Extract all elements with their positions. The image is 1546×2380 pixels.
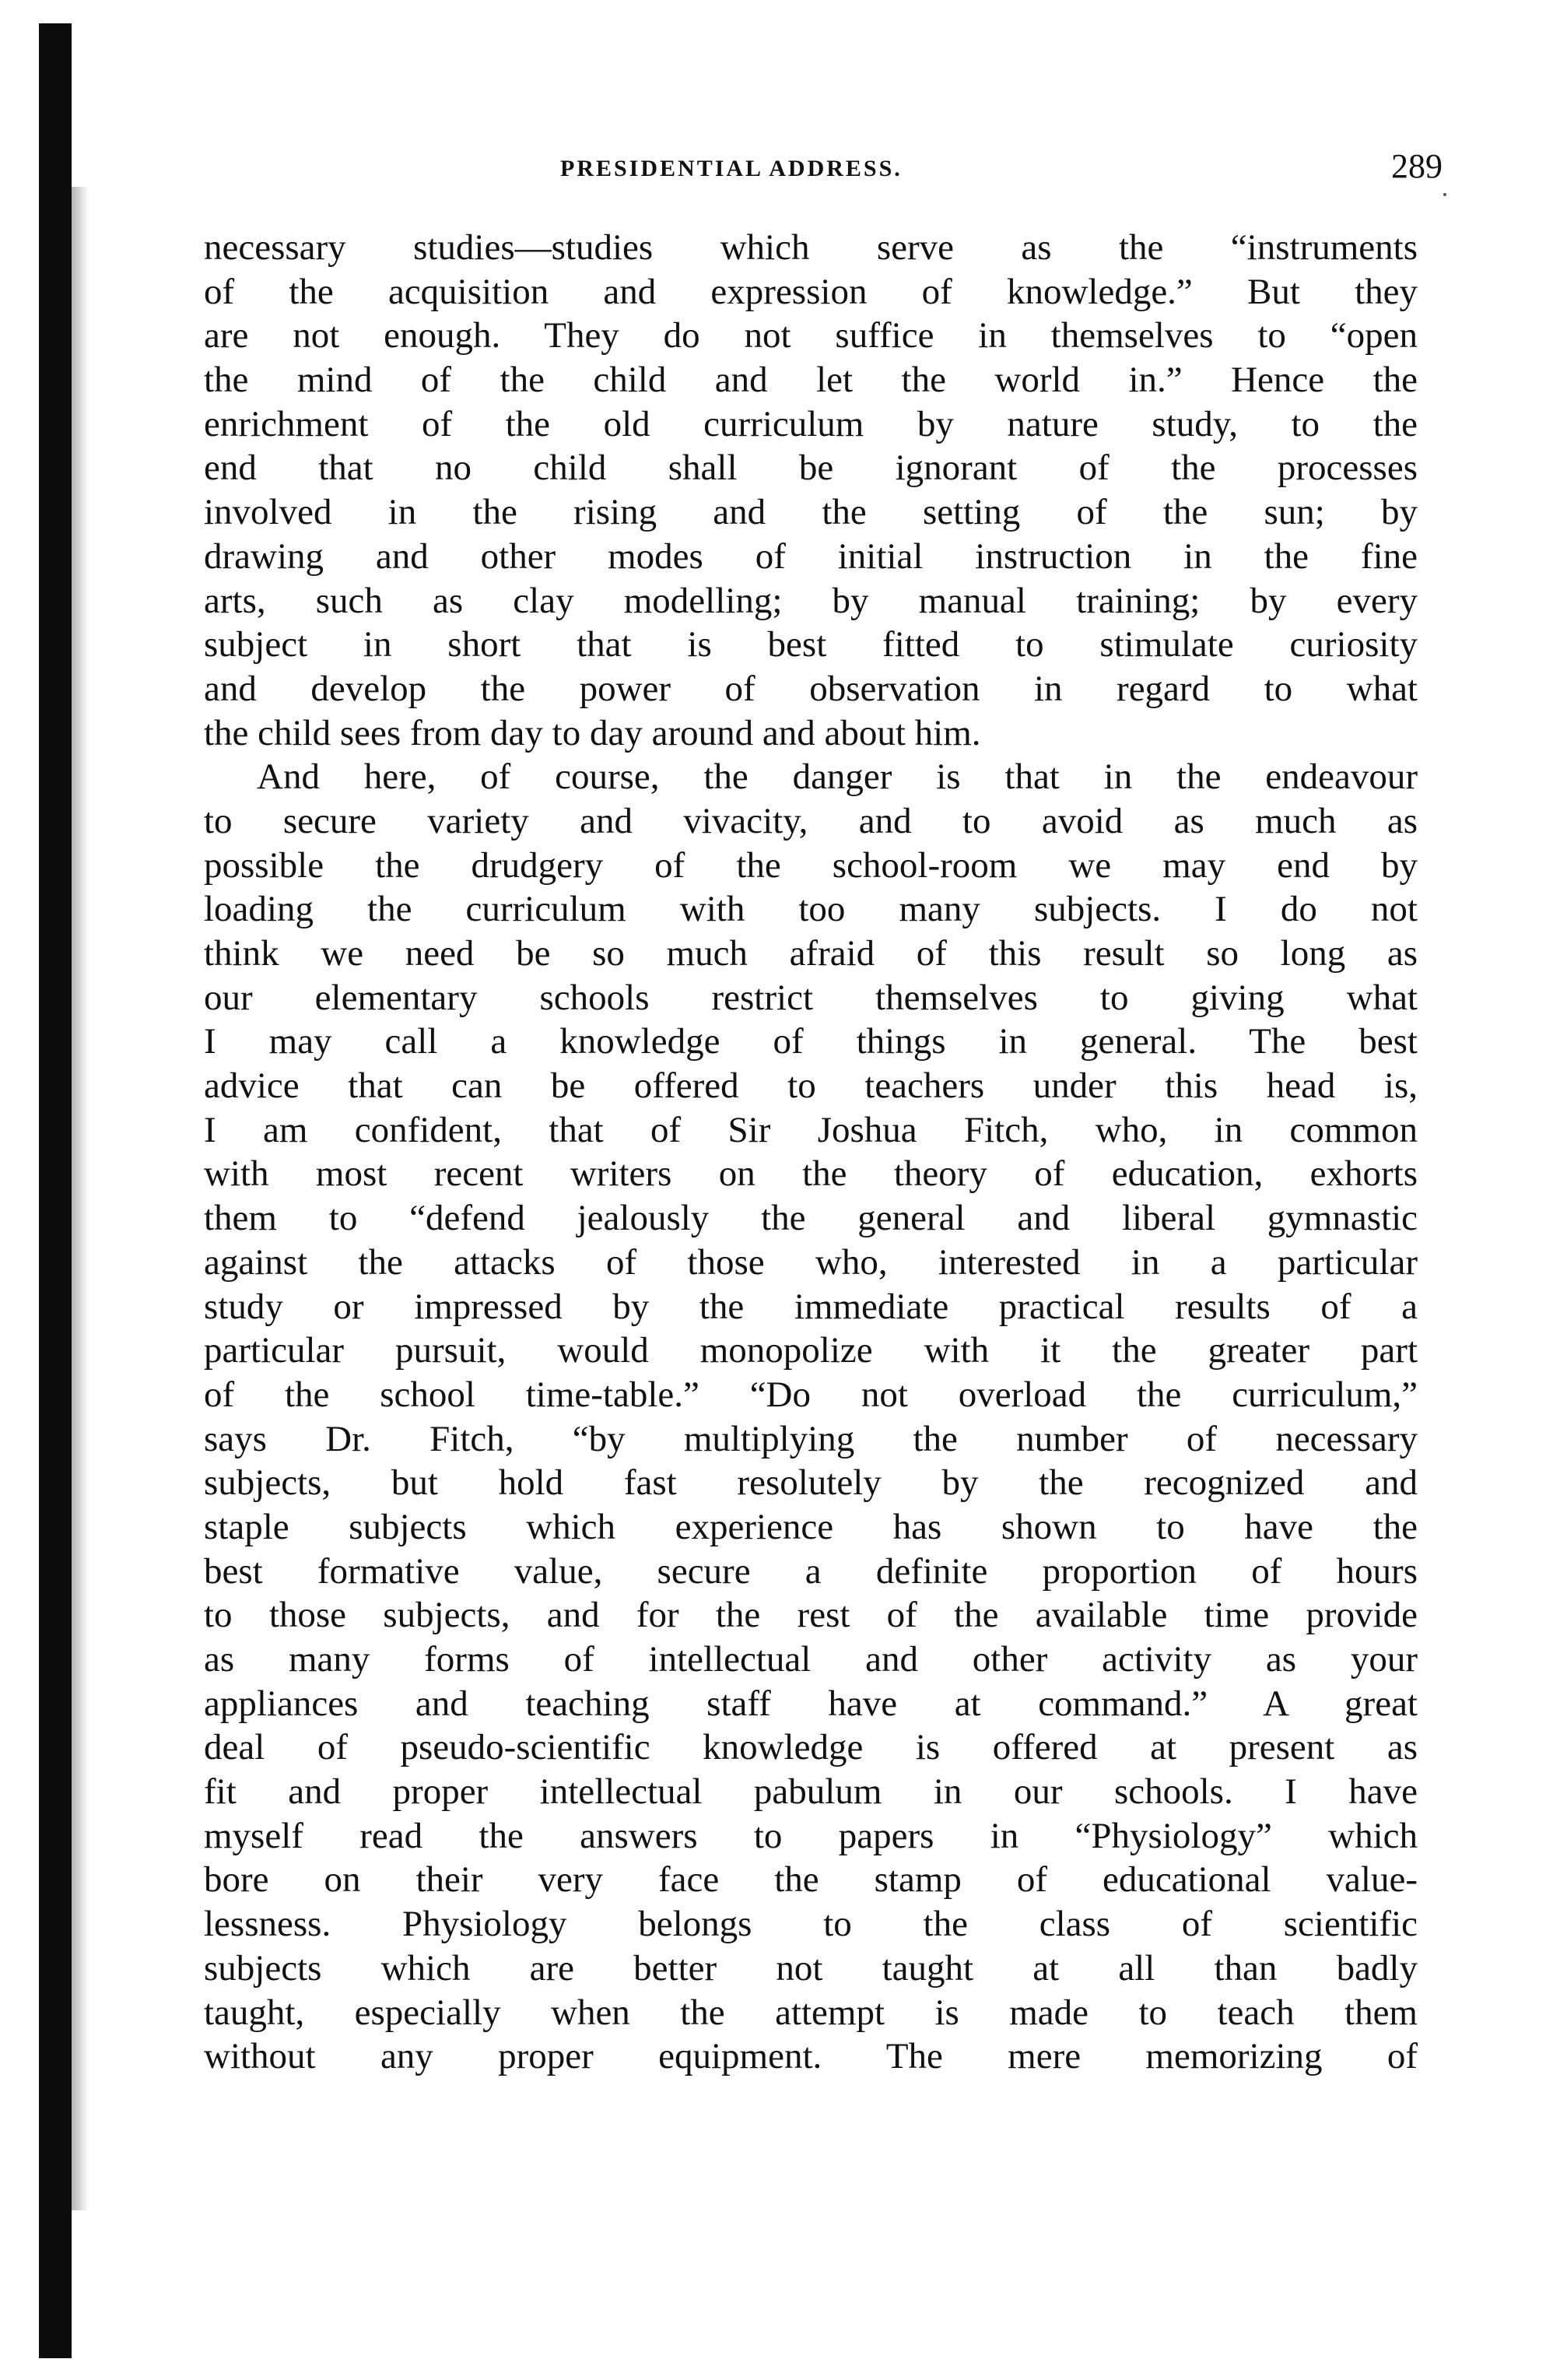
text-line: arts, such as clay modelling; by manual training; by every [204,580,1418,621]
text-line: myself read the answers to papers in “Physiology” which [204,1815,1418,1856]
text-line: think we need be so much afraid of this result so long as [204,933,1418,974]
paragraph-start-line: And here, of course, the danger is that in the endeavour [257,756,1418,798]
page-number: 289 [1391,147,1443,185]
text-line: to those subjects, and for the rest of the available time provide [204,1595,1418,1636]
text-line: fit and proper intellectual pabulum in our schools. I have [204,1771,1418,1813]
text-line: particular pursuit, would monopolize with it the greater part [204,1330,1418,1371]
text-line: to secure variety and vivacity, and to avoid as much as [204,800,1418,841]
text-line: drawing and other modes of initial instruction in the fine [204,535,1418,577]
text-line: study or impressed by the immediate practical results of a [204,1286,1418,1327]
text-line: bore on their very face the stamp of educational value- [204,1859,1418,1901]
gutter-shadow [72,187,89,2210]
scan-speck [1443,193,1446,196]
text-line: and develop the power of observation in regard to what [204,668,1418,709]
text-line: end that no child shall be ignorant of the processes [204,448,1418,489]
text-line: with most recent writers on the theory of education, exhorts [204,1153,1418,1195]
text-line: without any proper equipment. The mere memorizing of [204,2036,1418,2077]
text-line: involved in the rising and the setting of the sun; by [204,492,1418,533]
text-line: subjects which are better not taught at all than badly [204,1947,1418,1989]
text-line: enrichment of the old curriculum by nature study, to the [204,403,1418,444]
text-line: subject in short that is best fitted to stimulate curiosity [204,624,1418,665]
binding-edge [39,23,72,2358]
text-line: I am confident, that of Sir Joshua Fitch, who, in common [204,1109,1418,1150]
text-line: advice that can be offered to teachers under this head is, [204,1065,1418,1107]
text-line: possible the drudgery of the school-room we may end by [204,844,1418,886]
text-line: the child sees from day to day around and about him. [204,712,981,753]
text-line: our elementary schools restrict themselves to giving what [204,977,1418,1018]
text-line: them to “defend jealously the general and liberal gymnastic [204,1198,1418,1239]
text-line: lessness. Physiology belongs to the class of scientific [204,1904,1418,1945]
running-head [0,146,1546,193]
page-body [204,226,1418,2079]
text-line: are not enough. They do not suffice in themselves to “open [204,315,1418,356]
text-line: against the attacks of those who, interested in a particular [204,1241,1418,1283]
text-line: subjects, but hold fast resolutely by the recognized and [204,1462,1418,1504]
text-line: the mind of the child and let the world in.” Hence the [204,360,1418,401]
running-title: PRESIDENTIAL ADDRESS. [560,156,903,181]
text-line: deal of pseudo-scientific knowledge is offered at present as [204,1727,1418,1768]
text-line: staple subjects which experience has shown to have the [204,1506,1418,1547]
text-line: appliances and teaching staff have at command.” A great [204,1683,1418,1724]
text-line: I may call a knowledge of things in general. The best [204,1021,1418,1062]
text-line: of the acquisition and expression of knowledge.” But they [204,271,1418,312]
text-line: as many forms of intellectual and other activity as your [204,1639,1418,1680]
text-line: necessary studies—studies which serve as the “instruments [204,227,1418,268]
text-line: taught, especially when the attempt is made to teach them [204,1992,1418,2033]
text-line: loading the curriculum with too many subjects. I do not [204,889,1418,930]
text-line: of the school time-table.” “Do not overload the curriculum,” [204,1374,1418,1415]
text-line: says Dr. Fitch, “by multiplying the number of necessary [204,1418,1418,1459]
text-line: best formative value, secure a definite proportion of hours [204,1550,1418,1592]
